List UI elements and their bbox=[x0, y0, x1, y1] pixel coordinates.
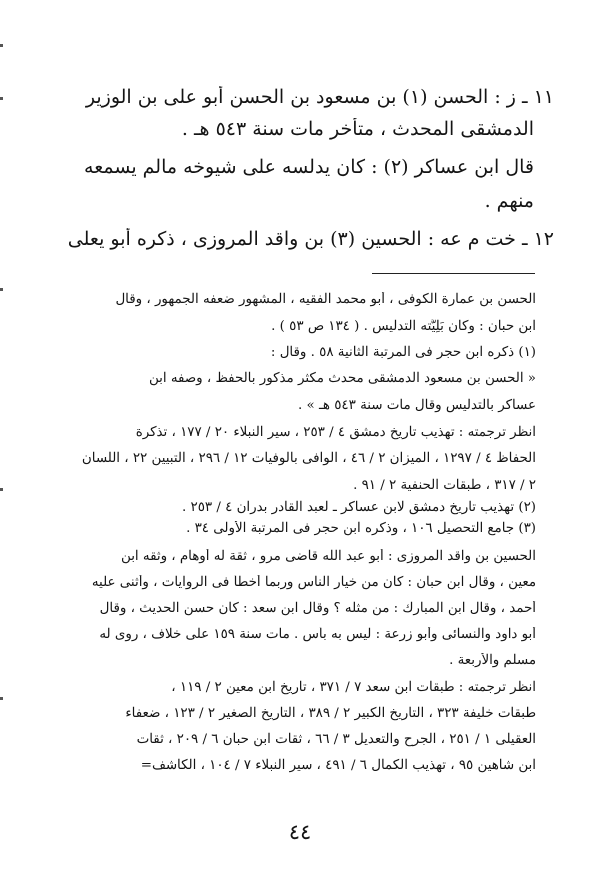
footnote-2-line: (٢) تهذيب تاريخ دمشق لابن عساكر ـ لعبد القادر بدران ٤ / ٢٥٣ . bbox=[182, 500, 536, 515]
footnote-1-line: (١) ذكره ابن حجر فى المرتبة الثانية ٥٨ . وقال : bbox=[270, 345, 536, 360]
page-number: ٤٤ bbox=[288, 820, 312, 844]
footnote-3-line: أبو داود والنسائى وأبو زرعة : ليس به بأس . مات سنة ١٥٩ على خلاف ، روى له bbox=[99, 627, 536, 642]
scan-edge-mark bbox=[0, 288, 3, 291]
entry-11-line-1: ١١ ـ ز : الحسن (١) بن مسعود بن الحسن أبو على بن الوزير bbox=[85, 86, 554, 108]
footnote-1-line: « الحسن بن مسعود الدمشقى محدث مكثر مذكور بالحفظ ، وصفه ابن bbox=[148, 371, 536, 386]
footnote-1-line: انظر ترجمته : تهذيب تاريخ دمشق ٤ / ٢٥٣ ، سير النبلاء ٢٠ / ١٧٧ ، تذكرة bbox=[135, 425, 536, 440]
footnote-divider bbox=[372, 273, 535, 274]
footnote-3-line: معين ، وقال ابن حبان : كان من خيار الناس وربما أخطأ فى الروايات ، وأثنى عليه bbox=[91, 575, 536, 590]
scan-edge-mark bbox=[0, 44, 3, 47]
scan-edge-mark bbox=[0, 97, 3, 100]
footnote-3-line: انظر ترجمته : طبقات ابن سعد ٧ / ٣٧١ ، تاريخ ابن معين ٢ / ١١٩ ، bbox=[171, 680, 536, 695]
footnote-1-line: ٢ / ٣١٧ ، طبقات الحنفية ٢ / ٩١ . bbox=[353, 478, 536, 493]
footnote-3-line: (٣) جامع التحصيل ١٠٦ ، وذكره ابن حجر فى المرتبة الأولى ٣٤ . bbox=[186, 521, 536, 536]
footnote-3-line: أحمد ، وقال ابن المبارك : من مثله ؟ وقال ابن سعد : كان حسن الحديث ، وقال bbox=[99, 601, 536, 616]
footnote-intro-line: الحسن بن عمارة الكوفى ، أبو محمد الفقيه ، المشهور ضعفه الجمهور ، وقال bbox=[115, 292, 536, 307]
entry-11-line-2: الدمشقى المحدث ، متأخر مات سنة ٥٤٣ هـ . bbox=[181, 118, 534, 140]
scan-edge-mark bbox=[0, 697, 3, 700]
footnote-3-line: طبقات خليفة ٣٢٣ ، التاريخ الكبير ٢ / ٣٨٩ ، التاريخ الصغير ٢ / ١٢٣ ، ضعفاء bbox=[125, 706, 536, 721]
footnote-3-line: ابن شاهين ٩٥ ، تهذيب الكمال ٦ / ٤٩١ ، سير النبلاء ٧ / ١٠٤ ، الكاشف= bbox=[140, 758, 536, 773]
entry-11-line-4: منهم . bbox=[484, 190, 534, 212]
footnote-3-line: مسلم والأربعة . bbox=[449, 653, 536, 668]
footnote-intro-line: ابن حبان : وكان بَلِيَّته التدليس . ( ١٣٤ ص ٥٣ ) . bbox=[271, 319, 536, 334]
footnote-1-line: عساكر بالتدليس وقال مات سنة ٥٤٣ هـ » . bbox=[298, 398, 536, 413]
footnote-3-line: العقيلى ١ / ٢٥١ ، الجرح والتعديل ٣ / ٦٦ ، ثقات ابن حبان ٦ / ٢٠٩ ، ثقات bbox=[136, 732, 536, 747]
scan-edge-mark bbox=[0, 488, 3, 491]
footnote-1-line: الحفاظ ٤ / ١٢٩٧ ، الميزان ٢ / ٤٦ ، الوافى بالوفيات ١٢ / ٢٩٦ ، التبيين ٢٢ ، اللسان bbox=[81, 451, 536, 466]
entry-11-line-3: قال ابن عساكر (٢) : كان يدلسه على شيوخه مالم يسمعه bbox=[84, 156, 534, 178]
footnote-3-line: الحسين بن واقد المروزى : أبو عبد الله قاضى مرو ، ثقة له أوهام ، وثقه ابن bbox=[121, 549, 536, 564]
entry-12-line-1: ١٢ ـ خت م عه : الحسين (٣) بن واقد المروزى ، ذكره أبو يعلى bbox=[67, 228, 554, 250]
